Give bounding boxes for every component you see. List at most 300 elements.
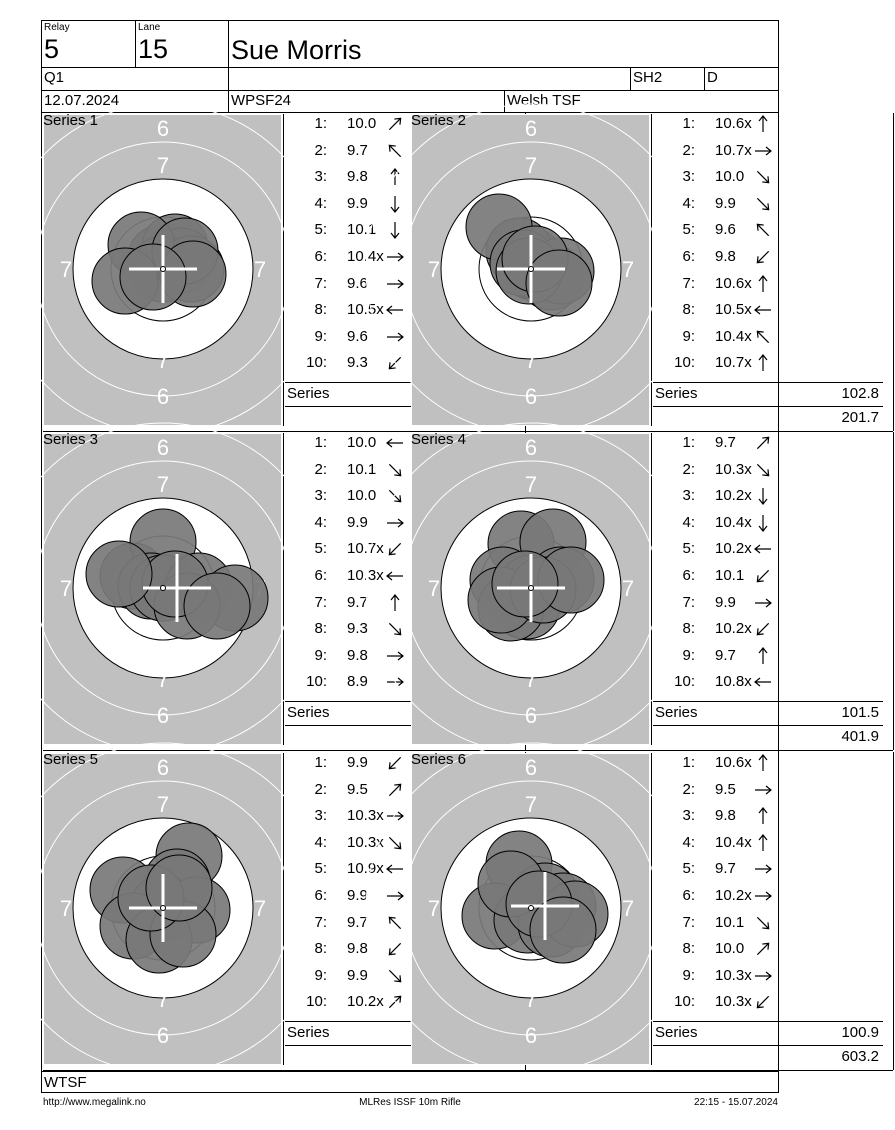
ring-number: 7 [524, 792, 538, 817]
shot-score: 9.9 [347, 754, 368, 771]
direction-arrow-icon [385, 515, 405, 531]
divider [653, 1021, 883, 1022]
shot-number: 4: [682, 513, 695, 531]
series-block [411, 432, 895, 750]
divider [41, 1071, 779, 1072]
direction-arrow-icon [385, 861, 405, 877]
series-total: 101.5 [841, 704, 879, 721]
shot-score: 9.8 [347, 168, 368, 186]
divider [704, 67, 705, 90]
series-title: Series 3 [43, 431, 99, 448]
running-total: 603.2 [841, 1048, 879, 1065]
shot-score: 9.9 [347, 966, 368, 984]
direction-arrow-icon [753, 568, 773, 584]
divider [504, 90, 505, 112]
ring-number: 7 [156, 667, 170, 692]
direction-arrow-icon [385, 143, 405, 159]
ring-number: 7 [524, 153, 538, 178]
shot-number: 7: [314, 913, 327, 931]
divider [893, 113, 894, 431]
shot-number: 7: [314, 274, 327, 292]
lane-label: Lane [138, 22, 161, 33]
shot-row [653, 275, 883, 293]
shot-number: 3: [314, 487, 327, 505]
direction-arrow-icon [385, 915, 405, 931]
shot-number: 8: [682, 620, 695, 638]
shot-hole [86, 541, 152, 607]
shot-score: 10.0 [347, 434, 377, 451]
ring-number: 6 [156, 1023, 170, 1048]
series-title: Series 6 [411, 751, 467, 768]
shot-row [653, 993, 883, 1011]
ring-number: 6 [524, 755, 538, 780]
shot-number: 5: [314, 860, 327, 878]
shot-number: 1: [682, 434, 695, 451]
series-total-label: Series [287, 385, 330, 402]
shot-number: 8: [314, 620, 327, 638]
shot-number: 6: [682, 248, 695, 265]
ring-number: 7 [524, 667, 538, 692]
direction-arrow-icon [753, 861, 773, 877]
competition: WPSF24 [231, 92, 292, 109]
divider [135, 20, 136, 67]
shot-number: 4: [314, 833, 327, 851]
target-face [43, 753, 284, 1065]
shot-row [653, 301, 883, 319]
shot-number: 4: [314, 194, 327, 212]
shot-number: 8: [314, 301, 327, 319]
ring-number: 6 [156, 435, 170, 460]
series-total-label: Series [287, 704, 330, 721]
shot-score: 9.8 [715, 807, 736, 825]
shot-score: 10.6x [715, 115, 752, 132]
shot-number: 10: [306, 673, 327, 691]
ring-number: 7 [427, 896, 441, 921]
shot-number: 9: [682, 327, 695, 345]
shot-row [653, 594, 883, 612]
direction-arrow-icon [753, 355, 773, 371]
target-face [43, 433, 284, 745]
shot-hole [526, 250, 592, 316]
direction-arrow-icon [753, 143, 773, 159]
ring-number: 7 [253, 896, 267, 921]
direction-arrow-icon [753, 915, 773, 931]
series-total: 100.9 [841, 1024, 879, 1041]
direction-arrow-icon [753, 968, 773, 984]
ring-number: 7 [156, 153, 170, 178]
shot-row [653, 940, 883, 958]
direction-arrow-icon [385, 222, 405, 238]
shot-number: 9: [682, 966, 695, 984]
group: D [707, 69, 718, 86]
shot-score: 9.7 [715, 860, 736, 878]
shot-score: 9.6 [347, 274, 368, 292]
target-center [529, 267, 534, 272]
direction-arrow-icon [385, 329, 405, 345]
qualification: Q1 [44, 69, 65, 86]
ring-number: 7 [621, 257, 635, 282]
ring-number: 7 [524, 472, 538, 497]
shot-row [653, 221, 883, 239]
direction-arrow-icon [753, 941, 773, 957]
shot-table [653, 752, 883, 1070]
shot-hole [120, 244, 186, 310]
shot-row [653, 142, 883, 160]
direction-arrow-icon [385, 541, 405, 557]
direction-arrow-icon [385, 169, 405, 185]
running-total: 201.7 [841, 409, 879, 426]
shot-number: 2: [682, 460, 695, 478]
direction-arrow-icon [753, 994, 773, 1010]
shot-number: 1: [682, 754, 695, 771]
ring-number: 6 [156, 384, 170, 409]
direction-arrow-icon [753, 888, 773, 904]
shot-score: 10.5x [715, 301, 752, 319]
shot-score: 10.0 [715, 940, 745, 958]
shot-number: 8: [682, 940, 695, 958]
shot-row [653, 354, 883, 372]
shot-table [653, 113, 883, 431]
shot-hole [492, 551, 558, 617]
shot-number: 6: [682, 887, 695, 904]
shot-number: 7: [682, 913, 695, 931]
shot-score: 10.0 [715, 168, 745, 186]
direction-arrow-icon [753, 595, 773, 611]
shot-score: 10.2x [715, 487, 752, 505]
direction-arrow-icon [385, 488, 405, 504]
shot-hole [184, 573, 250, 639]
direction-arrow-icon [385, 568, 405, 584]
shot-number: 5: [682, 221, 695, 239]
lane-value: 15 [138, 34, 169, 64]
shot-score: 9.3 [347, 354, 368, 372]
direction-arrow-icon [753, 621, 773, 637]
ring-number: 7 [621, 896, 635, 921]
target-face [411, 433, 652, 745]
direction-arrow-icon [753, 782, 773, 798]
series-block [411, 752, 895, 1070]
shot-number: 10: [674, 993, 695, 1011]
ring-number: 6 [524, 1023, 538, 1048]
organiser: Welsh TSF [507, 92, 581, 109]
shot-row [653, 781, 883, 799]
direction-arrow-icon [385, 462, 405, 478]
shot-number: 5: [314, 540, 327, 558]
series-total-label: Series [287, 1024, 330, 1041]
target-center [529, 906, 534, 911]
shot-number: 1: [314, 754, 327, 771]
shot-number: 10: [306, 354, 327, 372]
shot-score: 10.3x [715, 966, 752, 984]
direction-arrow-icon [753, 169, 773, 185]
ring-number: 7 [59, 896, 73, 921]
shot-score: 10.4x [715, 513, 752, 531]
shot-score: 9.7 [347, 141, 368, 159]
shot-score: 10.1 [347, 460, 377, 478]
shot-score: 10.4x [715, 833, 752, 851]
shot-row [653, 248, 883, 266]
divider [653, 725, 883, 726]
ring-number: 7 [156, 987, 170, 1012]
shot-score: 10.7x [715, 354, 752, 372]
shot-score: 8.9 [347, 673, 368, 691]
direction-arrow-icon [385, 435, 405, 451]
direction-arrow-icon [753, 488, 773, 504]
target-face [43, 114, 284, 426]
shot-score: 10.0 [347, 115, 377, 132]
series-title: Series 5 [43, 751, 99, 768]
shot-number: 3: [682, 168, 695, 186]
shot-row [653, 887, 883, 905]
software-name: MLRes ISSF 10m Rifle [359, 1097, 461, 1108]
shot-number: 2: [682, 141, 695, 159]
series-title: Series 2 [411, 112, 467, 129]
shot-number: 4: [682, 194, 695, 212]
shot-number: 6: [314, 248, 327, 265]
shot-score: 9.9 [347, 194, 368, 212]
direction-arrow-icon [753, 541, 773, 557]
shot-score: 9.8 [715, 248, 736, 265]
direction-arrow-icon [753, 329, 773, 345]
shot-row [653, 834, 883, 852]
shot-row [653, 567, 883, 585]
shot-score: 10.1 [715, 567, 745, 584]
shot-number: 9: [314, 966, 327, 984]
shot-number: 1: [314, 434, 327, 451]
shot-row [653, 914, 883, 932]
direction-arrow-icon [753, 435, 773, 451]
shot-row [653, 620, 883, 638]
direction-arrow-icon [385, 355, 405, 371]
shot-number: 5: [314, 221, 327, 239]
direction-arrow-icon [385, 249, 405, 265]
shot-score: 10.7x [715, 141, 752, 159]
shot-score: 9.9 [347, 513, 368, 531]
shot-number: 8: [314, 940, 327, 958]
target-face [411, 753, 652, 1065]
direction-arrow-icon [385, 648, 405, 664]
direction-arrow-icon [753, 249, 773, 265]
shot-score: 10.8x [715, 673, 752, 691]
shot-row [653, 168, 883, 186]
ring-number: 7 [156, 472, 170, 497]
class: SH2 [633, 69, 663, 86]
shot-number: 2: [314, 460, 327, 478]
shot-number: 5: [682, 860, 695, 878]
shot-number: 1: [314, 115, 327, 132]
shot-number: 2: [314, 141, 327, 159]
shot-row [653, 647, 883, 665]
shot-row [653, 461, 883, 479]
divider [228, 20, 229, 112]
shot-score: 10.7x [347, 540, 384, 558]
target-center [161, 267, 166, 272]
shot-number: 9: [682, 646, 695, 664]
shot-number: 1: [682, 115, 695, 132]
shot-score: 9.9 [347, 887, 368, 904]
shot-row [653, 860, 883, 878]
shot-number: 6: [314, 887, 327, 904]
series-total-label: Series [655, 385, 698, 402]
shot-row [653, 514, 883, 532]
series-total-label: Series [655, 1024, 698, 1041]
divider [653, 701, 883, 702]
series-title: Series 4 [411, 431, 467, 448]
ring-number: 6 [156, 703, 170, 728]
direction-arrow-icon [385, 941, 405, 957]
direction-arrow-icon [753, 196, 773, 212]
shot-score: 10.6x [715, 274, 752, 292]
shot-score: 9.6 [715, 221, 736, 239]
relay-label: Relay [44, 22, 70, 33]
shot-row [653, 487, 883, 505]
divider [41, 90, 779, 91]
direction-arrow-icon [385, 782, 405, 798]
shot-number: 6: [682, 567, 695, 584]
shot-row [653, 540, 883, 558]
shot-score: 10.3x [347, 567, 384, 584]
shot-number: 6: [314, 567, 327, 584]
ring-number: 6 [524, 703, 538, 728]
shot-score: 10.0 [347, 487, 377, 505]
shot-score: 9.9 [715, 593, 736, 611]
shot-score: 10.2x [347, 993, 384, 1011]
direction-arrow-icon [753, 116, 773, 132]
shot-number: 9: [314, 327, 327, 345]
shooter-name: Sue Morris [231, 35, 362, 65]
direction-arrow-icon [385, 835, 405, 851]
shot-row [653, 115, 883, 133]
shot-score: 10.2x [715, 887, 752, 904]
relay-value: 5 [44, 34, 60, 64]
direction-arrow-icon [385, 968, 405, 984]
direction-arrow-icon [385, 755, 405, 771]
shot-row [653, 807, 883, 825]
ring-number: 7 [156, 348, 170, 373]
shot-number: 3: [682, 487, 695, 505]
direction-arrow-icon [385, 888, 405, 904]
ring-number: 7 [59, 257, 73, 282]
divider [630, 67, 631, 90]
divider [653, 1045, 883, 1046]
ring-number: 7 [59, 576, 73, 601]
target-center [529, 586, 534, 591]
direction-arrow-icon [753, 222, 773, 238]
shot-number: 9: [314, 646, 327, 664]
shot-number: 2: [682, 780, 695, 798]
shot-number: 10: [674, 673, 695, 691]
shot-score: 10.1 [715, 913, 745, 931]
ring-number: 7 [524, 348, 538, 373]
shot-score: 10.3x [715, 460, 752, 478]
ring-number: 7 [524, 987, 538, 1012]
shot-score: 9.8 [347, 940, 368, 958]
shot-score: 9.7 [715, 646, 736, 664]
direction-arrow-icon [753, 515, 773, 531]
direction-arrow-icon [385, 674, 405, 690]
series-block [411, 113, 895, 431]
ring-number: 7 [427, 576, 441, 601]
divider [893, 432, 894, 750]
shot-row [653, 328, 883, 346]
divider [41, 67, 779, 68]
running-total: 401.9 [841, 728, 879, 745]
direction-arrow-icon [385, 621, 405, 637]
shot-number: 10: [306, 993, 327, 1011]
shot-score: 10.3x [715, 993, 752, 1011]
shot-score: 9.6 [347, 327, 368, 345]
shot-number: 5: [682, 540, 695, 558]
shot-score: 10.3x [347, 807, 384, 825]
ring-number: 6 [524, 435, 538, 460]
shot-score: 9.7 [347, 913, 368, 931]
ring-number: 7 [427, 257, 441, 282]
shot-row [653, 673, 883, 691]
ring-number: 7 [621, 576, 635, 601]
direction-arrow-icon [753, 648, 773, 664]
direction-arrow-icon [385, 808, 405, 824]
direction-arrow-icon [753, 462, 773, 478]
shot-number: 4: [314, 513, 327, 531]
shot-score: 10.2x [715, 620, 752, 638]
shot-score: 10.5x [347, 301, 384, 319]
ring-number: 6 [156, 755, 170, 780]
direction-arrow-icon [753, 755, 773, 771]
shot-number: 3: [314, 807, 327, 825]
ring-number: 7 [156, 792, 170, 817]
shot-number: 7: [682, 593, 695, 611]
direction-arrow-icon [385, 302, 405, 318]
direction-arrow-icon [385, 994, 405, 1010]
shot-number: 3: [682, 807, 695, 825]
shot-score: 9.8 [347, 646, 368, 664]
direction-arrow-icon [753, 302, 773, 318]
ring-number: 7 [253, 257, 267, 282]
shot-number: 7: [682, 274, 695, 292]
target-center [161, 586, 166, 591]
direction-arrow-icon [385, 276, 405, 292]
shot-score: 10.4x [347, 248, 384, 265]
shot-score: 9.7 [715, 434, 736, 451]
ring-number: 6 [524, 384, 538, 409]
shot-number: 8: [682, 301, 695, 319]
shot-score: 10.4x [715, 327, 752, 345]
direction-arrow-icon [385, 196, 405, 212]
club-name: WTSF [44, 1074, 87, 1091]
ring-number: 6 [524, 116, 538, 141]
target-face [411, 114, 652, 426]
shot-number: 10: [674, 354, 695, 372]
shot-row [653, 434, 883, 452]
shot-score: 9.5 [715, 780, 736, 798]
shot-number: 2: [314, 780, 327, 798]
series-title: Series 1 [43, 112, 99, 129]
target-center [161, 906, 166, 911]
date: 12.07.2024 [44, 92, 120, 109]
direction-arrow-icon [385, 116, 405, 132]
divider [653, 406, 883, 407]
shot-score: 9.5 [347, 780, 368, 798]
series-total: 102.8 [841, 385, 879, 402]
shot-number: 3: [314, 168, 327, 186]
direction-arrow-icon [753, 276, 773, 292]
divider [653, 382, 883, 383]
divider [893, 752, 894, 1070]
ring-number: 6 [156, 116, 170, 141]
print-timestamp: 22:15 - 15.07.2024 [694, 1097, 778, 1108]
shot-row [653, 195, 883, 213]
website-link[interactable]: http://www.megalink.no [43, 1097, 146, 1108]
